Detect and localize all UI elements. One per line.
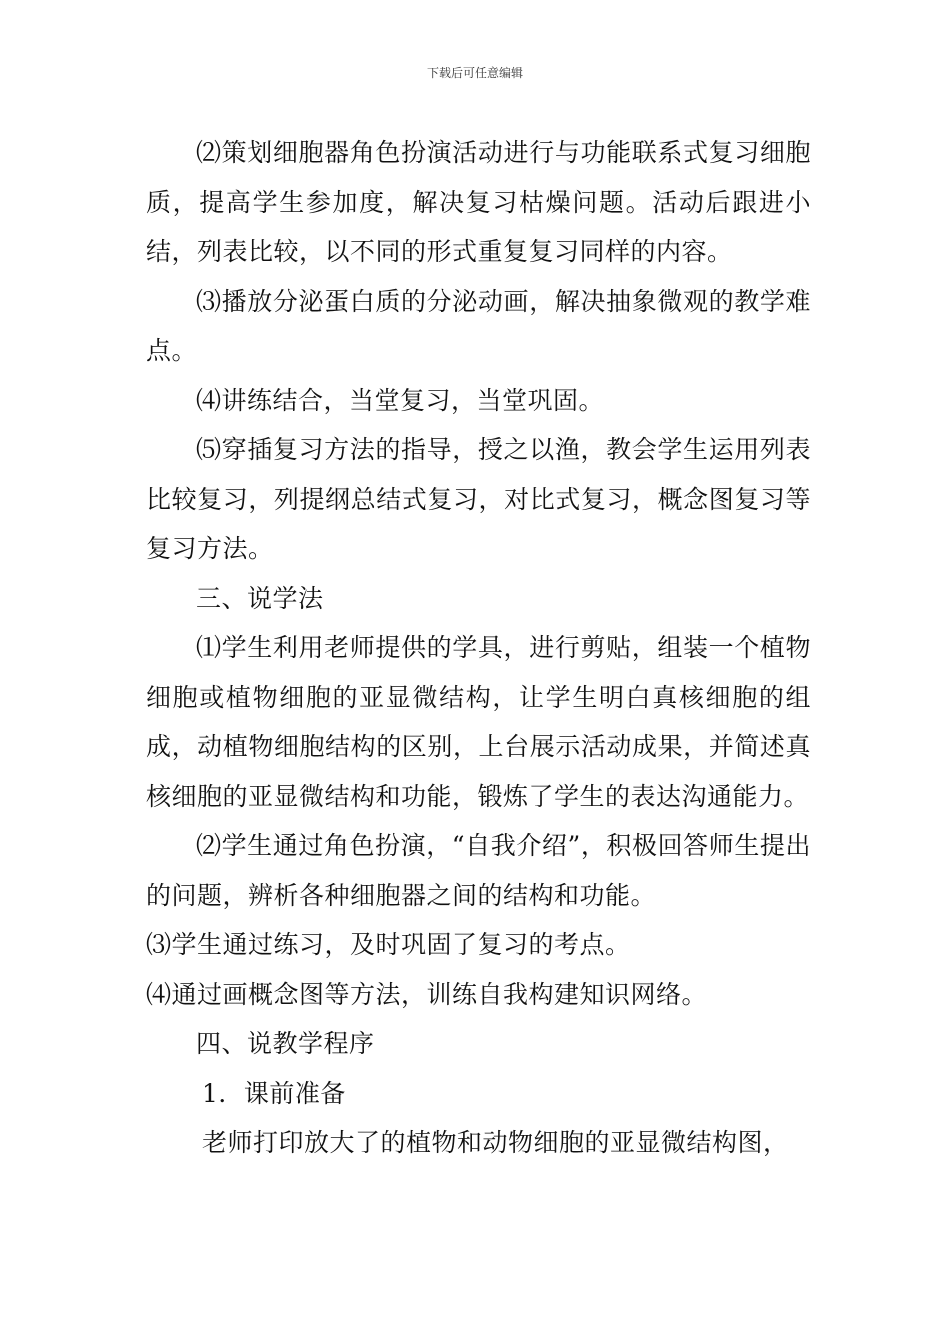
paragraph-3-animation: ⑶播放分泌蛋白质的分泌动画，解决抽象微观的教学难点。 bbox=[146, 286, 811, 365]
page-header: 下载后可任意编辑 bbox=[426, 66, 523, 80]
subheading-preparation: 1．课前准备 bbox=[202, 1078, 346, 1108]
section-heading-study-methods: 三、说学法 bbox=[196, 583, 324, 613]
study-item-2: ⑵学生通过角色扮演，“自我介绍”，积极回答师生提出的问题，辨析各种细胞器之间的结构和功能。 bbox=[146, 831, 811, 910]
paragraph-4-practice: ⑷讲练结合，当堂复习，当堂巩固。 bbox=[196, 385, 605, 415]
document-body bbox=[146, 128, 811, 1168]
study-item-1: ⑴学生利用老师提供的学具，进行剪贴，组装一个植物细胞或植物细胞的亚显微结构，让学生明白真核细胞的组成，动植物细胞结构的区别，上台展示活动成果，并简述真核细胞的亚显微结构和功能，锻炼了学生的表达沟通能力。 bbox=[146, 633, 811, 811]
paragraph-2-role-play: ⑵策划细胞器角色扮演活动进行与功能联系式复习细胞质，提高学生参加度，解决复习枯燥问题。活动后跟进小结，列表比较，以不同的形式重复复习同样的内容。 bbox=[146, 138, 811, 266]
study-item-4: ⑷通过画概念图等方法，训练自我构建知识网络。 bbox=[146, 979, 708, 1009]
section-heading-teaching-procedure: 四、说教学程序 bbox=[196, 1029, 375, 1058]
paragraph-5-methods: ⑸穿插复习方法的指导，授之以渔，教会学生运用列表比较复习，列提纲总结式复习，对比式复习，概念图复习等复习方法。 bbox=[146, 435, 811, 563]
paragraph-preparation: 老师打印放大了的植物和动物细胞的亚显微结构图， bbox=[202, 1128, 789, 1157]
study-item-3: ⑶学生通过练习，及时巩固了复习的考点。 bbox=[146, 930, 631, 959]
